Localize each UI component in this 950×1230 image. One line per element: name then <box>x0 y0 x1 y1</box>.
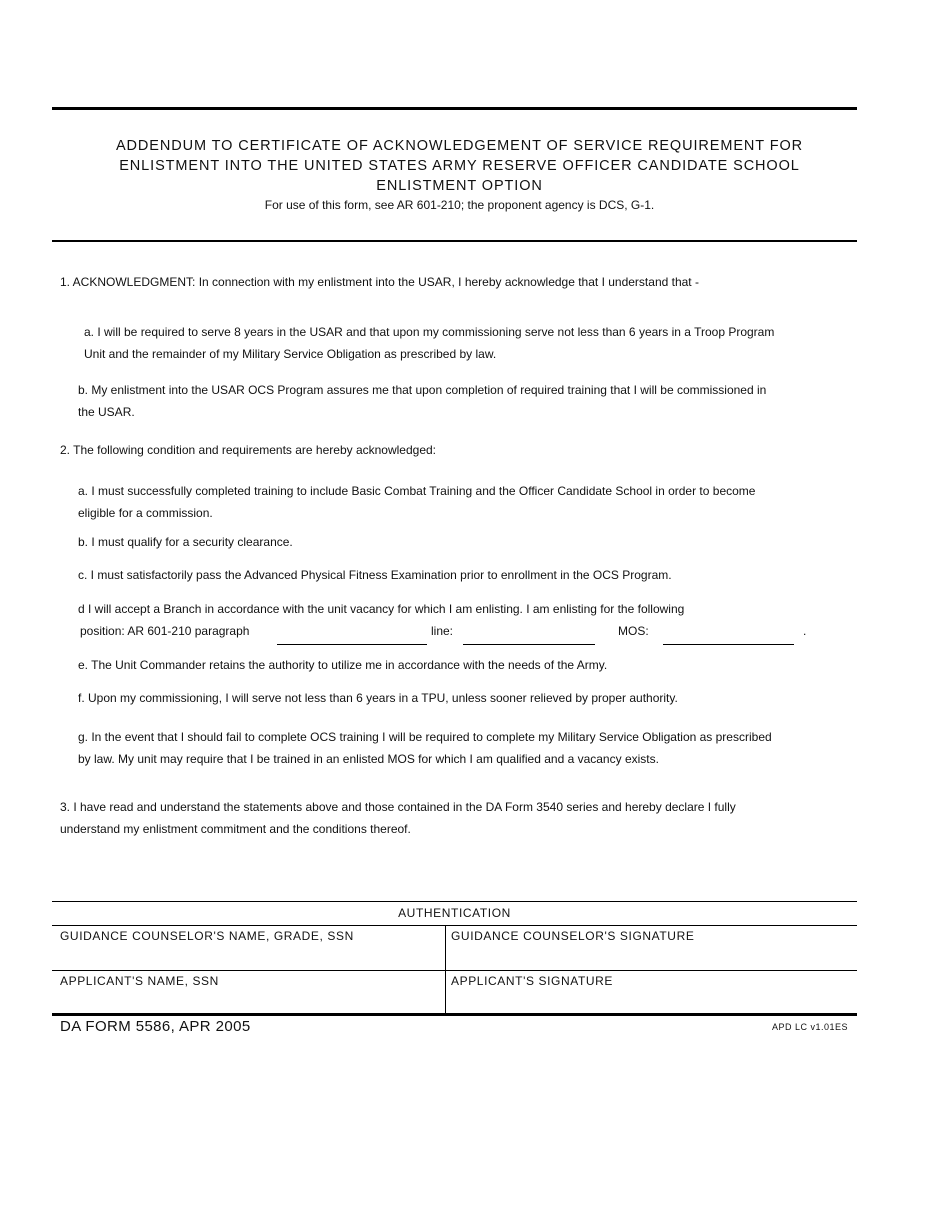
section2-intro: 2. The following condition and requirements are hereby acknowledged: <box>60 443 437 457</box>
counselor-name-label: GUIDANCE COUNSELOR'S NAME, GRADE, SSN <box>60 929 354 943</box>
authentication-heading: AUTHENTICATION <box>398 906 511 920</box>
form-title <box>52 136 867 196</box>
section2-item-a-line1: a. I must successfully completed training to include Basic Combat Training and the Officer Candidate School in order to become <box>78 484 756 498</box>
section2-item-a-line2: eligible for a commission. <box>78 506 213 520</box>
applicant-signature-label: APPLICANT'S SIGNATURE <box>451 974 614 988</box>
section1-item-b-line2: the USAR. <box>78 405 135 419</box>
mos-field[interactable] <box>663 644 794 645</box>
section2-item-b: b. I must qualify for a security clearance. <box>78 535 293 549</box>
counselor-signature-field[interactable] <box>446 926 857 970</box>
section2-item-g-line2: by law. My unit may require that I be trained in an enlisted MOS for which I am qualified and a vacancy exists. <box>78 752 659 766</box>
counselor-signature-label: GUIDANCE COUNSELOR'S SIGNATURE <box>451 929 695 943</box>
position-label: position: AR 601-210 paragraph <box>80 624 250 638</box>
section1-intro: 1. ACKNOWLEDGMENT: In connection with my enlistment into the USAR, I hereby acknowledge that I understand that - <box>60 275 699 289</box>
paragraph-field[interactable] <box>277 644 427 645</box>
form-number: DA FORM 5586, APR 2005 <box>60 1018 251 1035</box>
form-subtitle: For use of this form, see AR 601-210; the proponent agency is DCS, G-1. <box>264 198 655 212</box>
authentication-block <box>52 901 857 1015</box>
mos-label: MOS: <box>618 624 649 638</box>
top-rule <box>52 107 857 110</box>
applicant-signature-field[interactable] <box>446 971 857 1013</box>
form-title-line: ENLISTMENT OPTION <box>376 178 543 194</box>
section3-line2: understand my enlistment commitment and the conditions thereof. <box>60 822 411 836</box>
applicant-name-label: APPLICANT'S NAME, SSN <box>60 974 219 988</box>
header-bottom-rule <box>52 240 857 242</box>
section2-item-d-line1: d I will accept a Branch in accordance with the unit vacancy for which I am enlisting. I am enlisting for the following <box>78 602 685 616</box>
counselor-name-field[interactable] <box>52 926 445 970</box>
section1-item-b-line1: b. My enlistment into the USAR OCS Program assures me that upon completion of required training that I will be commissioned in <box>78 383 767 397</box>
section2-item-g-line1: g. In the event that I should fail to complete OCS training I will be required to complete my Military Service Obligation as prescribed <box>78 730 772 744</box>
line-field[interactable] <box>463 644 595 645</box>
position-line-end: . <box>803 624 807 638</box>
section2-item-c: c. I must satisfactorily pass the Advanced Physical Fitness Examination prior to enrollment in the OCS Program. <box>78 568 672 582</box>
section1-item-a-line2: Unit and the remainder of my Military Service Obligation as prescribed by law. <box>84 347 497 361</box>
applicant-name-field[interactable] <box>52 971 445 1013</box>
section2-item-e: e. The Unit Commander retains the authority to utilize me in accordance with the needs of the Army. <box>78 658 608 672</box>
authentication-bottom-rule <box>52 1013 857 1016</box>
line-label: line: <box>431 624 454 638</box>
form-title-line: ADDENDUM TO CERTIFICATE OF ACKNOWLEDGEMENT OF SERVICE REQUIREMENT FOR <box>115 138 803 154</box>
section1-item-a-line1: a. I will be required to serve 8 years in the USAR and that upon my commissioning serve not less than 6 years in a Troop Program <box>84 325 775 339</box>
section2-item-f: f. Upon my commissioning, I will serve not less than 6 years in a TPU, unless sooner relieved by proper authority. <box>78 691 678 705</box>
section3-line1: 3. I have read and understand the statements above and those contained in the DA Form 3540 series and hereby declare I fully <box>60 800 736 814</box>
form-version: APD LC v1.01ES <box>771 1022 848 1032</box>
form-title-line: ENLISTMENT INTO THE UNITED STATES ARMY RESERVE OFFICER CANDIDATE SCHOOL <box>119 158 800 174</box>
